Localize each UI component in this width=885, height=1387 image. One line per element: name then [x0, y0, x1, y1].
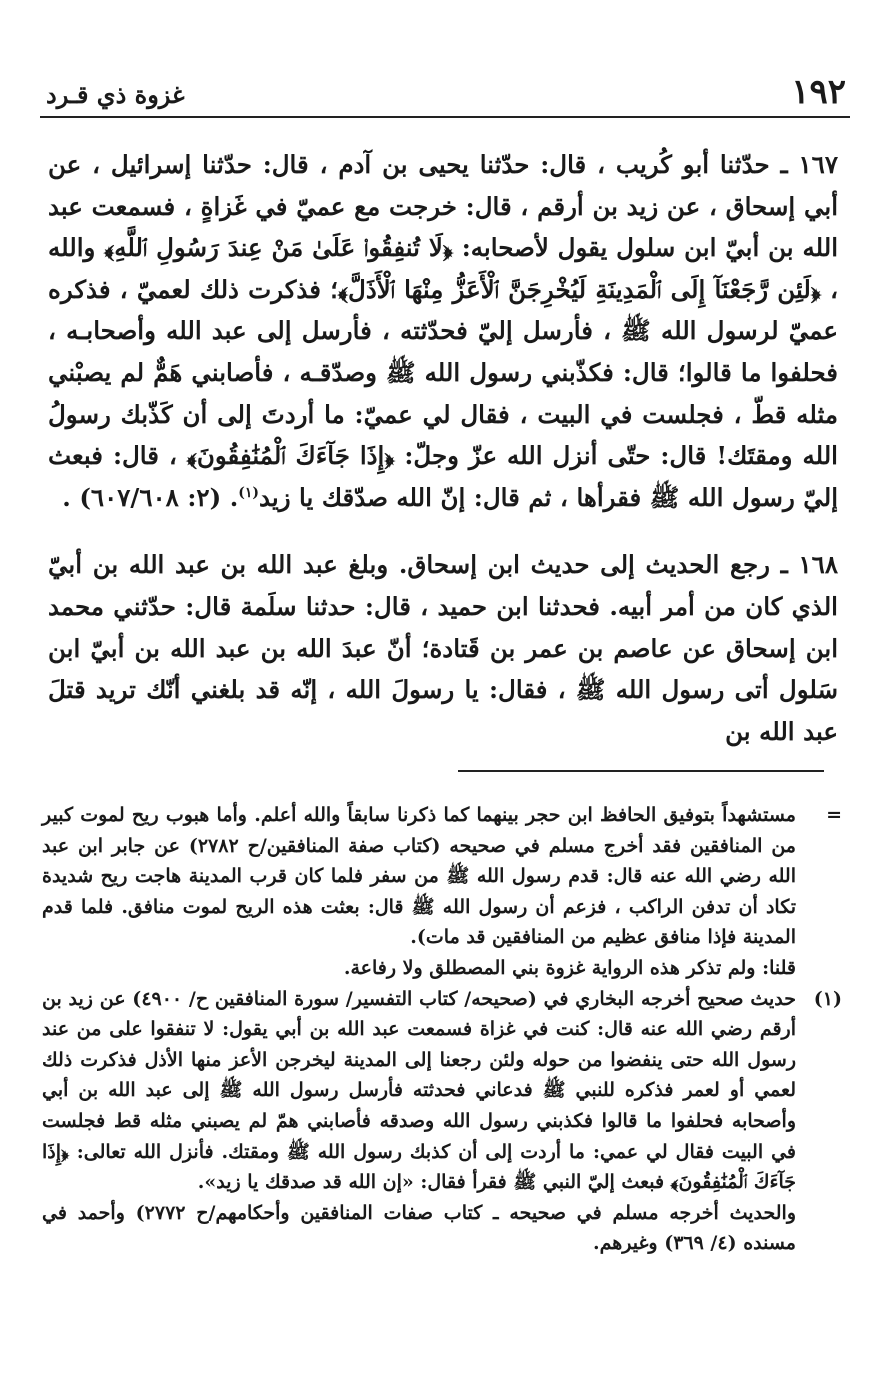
footnotes — [42, 800, 842, 1259]
footnote-1-marker: (١) — [813, 987, 842, 1010]
running-title: غزوة ذي قـرد — [46, 80, 185, 109]
hadith-167-source: . (٢: ٦٠٧/٦٠٨) . — [62, 482, 239, 512]
continuation-text-2: قلنا: ولم تذكر هذه الرواية غزوة بني المصطلق ولا رفاعة. — [343, 956, 796, 979]
footnote-1 — [42, 984, 842, 1259]
continuation-text: مستشهداً بتوفيق الحافظ ابن حجر بينهما كما ذكرنا سابقاً والله أعلم. وأما هبوب ريح لموت كبير من المنافقين فقد أخرج مسلم في صحيحه (كتاب صفة المنافقين/ح ٢٧٨٢) عن جابر ابن عبد الله رضي الله عنه قال: قدم رسول الله ﷺ من سفر فلما كان قرب المدينة هاجت ريح شديدة تكاد أن تدفن الراكب ، فزعم أن رسول الله ﷺ قال: بعثت هذه الريح لموت منافق. فلما قدم المدينة فإذا منافق عظيم من المنافقين قد مات). — [42, 804, 796, 949]
footnote-continuation — [42, 800, 842, 984]
footnote-ref-1: (١) — [238, 484, 260, 501]
page-number: ١٩٢ — [791, 72, 846, 112]
footnote-separator — [458, 770, 824, 772]
continuation-marker: = — [826, 804, 842, 826]
footnote-1-text-2: والحديث أخرجه مسلم في صحيحه ـ كتاب صفات المنافقين وأحكامهم/ح ٢٧٧٢) وأحمد في مسنده (٤/ ٣٦٩) وغيرهم. — [42, 1201, 797, 1255]
main-text — [48, 144, 838, 752]
footnote-1-text: حديث صحيح أخرجه البخاري في (صحيحه/ كتاب التفسير/ سورة المنافقين ح/ ٤٩٠٠) عن زيد بن أرقم رضي الله عنه قال: كنت في غزاة فسمعت عبد الله بن أبي يقول: لا تنفقوا على من عند رسول الله حتى ينفضوا من حوله ولئن رجعنا إلى المدينة ليخرجن الأعز منها الأذل فذكرت ذلك لعمي أو لعمر فذكره للنبي ﷺ فدعاني فحدثته فأرسل رسول الله ﷺ إلى عبد الله بن أبي وأصحابه فحلفوا ما قالوا فكذبني رسول الله وصدقه فأصابني همّ لم يصبني مثله قط فجلست في البيت فقال لي عمي: ما أردت إلى أن كذبك رسول الله ﷺ ومقتك. فأنزل الله تعالى: ﴿إِذَا جَآءَكَ ٱلْمُنَٰفِقُونَ﴾ فبعث إليّ النبي ﷺ فقرأ فقال: «إن الله قد صدقك يا زيد». — [42, 987, 796, 1194]
page-header — [40, 70, 850, 118]
hadith-167 — [48, 144, 838, 518]
hadith-167-text: ١٦٧ ـ حدّثنا أبو كُريب ، قال: حدّثنا يحيى بن آدم ، قال: حدّثنا إسرائيل ، عن أبي إسحاق ، عن زيد بن أرقم ، قال: خرجت مع عميّ في غَزاةٍ ، فسمعت عبد الله بن أبيّ ابن سلول يقول لأصحابه: ﴿لَا تُنفِقُوا۟ عَلَىٰ مَنْ عِندَ رَسُولِ ٱللَّهِ﴾ والله ، ﴿لَئِن رَّجَعْنَآ إِلَى ٱلْمَدِينَةِ لَيُخْرِجَنَّ ٱلْأَعَزُّ مِنْهَا ٱلْأَذَلَّ﴾؛ فذكرت ذلك لعميّ ، فذكره عميّ لرسول الله ﷺ ، فأرسل إليّ فحدّثته ، فأرسل إلى عبد الله وأصحابـه ، فحلفوا ما قالوا؛ قال: فكذّبني رسول الله ﷺ وصدّقـه ، فأصابني هَمٌّ لم يصبْني مثله قطّ ، فجلست في البيت ، فقال لي عميّ: ما أردتَ إلى أن كَذّبك رسولُ الله ومقتَك! قال: حتّى أنزل الله عزّ وجلّ: ﴿إِذَا جَآءَكَ ٱلْمُنَٰفِقُونَ﴾ ، قال: فبعث إليّ رسول الله ﷺ فقرأها ، ثم قال: إنّ الله صدّقك يا زيد — [48, 150, 838, 512]
hadith-168: ١٦٨ ـ رجع الحديث إلى حديث ابن إسحاق. وبلغ عبد الله بن عبد الله بن أبيّ الذي كان من أمر أبيه. فحدثنا ابن حميد ، قال: حدثنا سلَمة قال: حدّثني محمد ابن إسحاق عن عاصم بن عمر بن قَتادة؛ أنّ عبدَ الله بن عبد الله بن أبيّ ابن سَلول أتى رسول الله ﷺ ، فقال: يا رسولَ الله ، إنّه قد بلغني أنّك تريد قتلَ عبد الله بن — [48, 550, 838, 746]
